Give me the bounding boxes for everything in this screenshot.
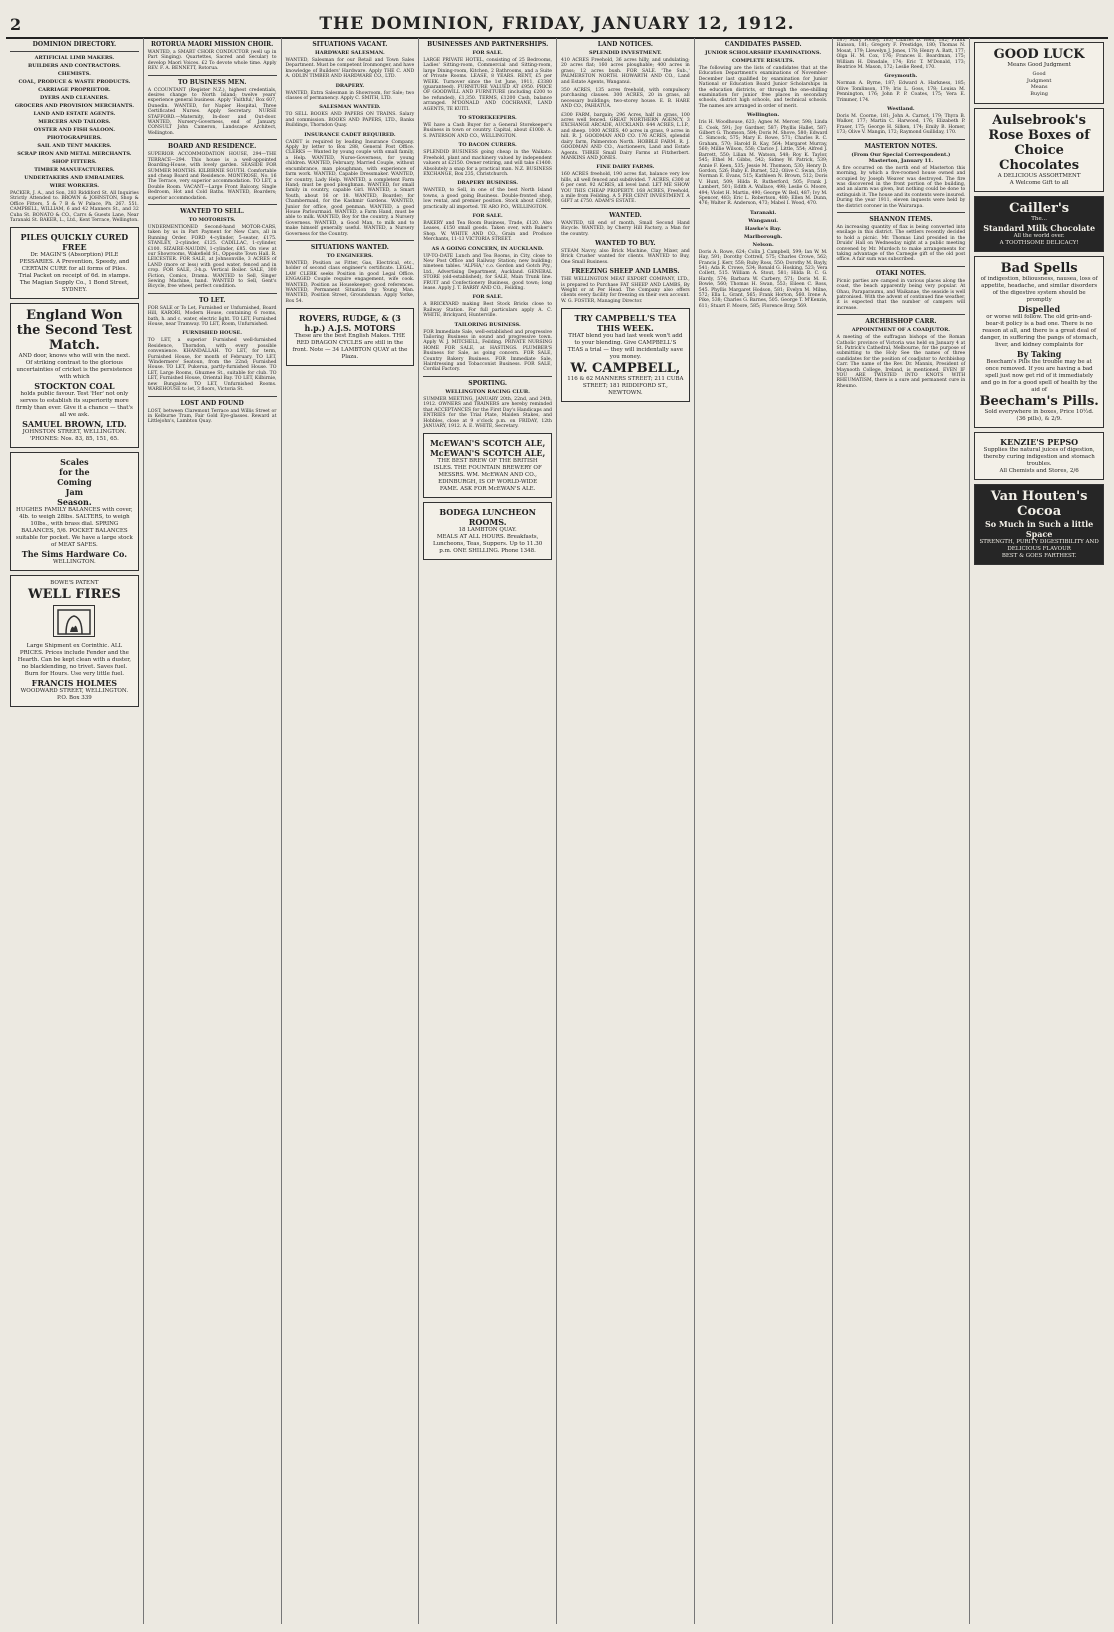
aulsebrook-ad — [974, 108, 1104, 192]
beecham-small-print: Sold everywhere in boxes, Price 10½d. (36 pills), & 2/9. — [984, 409, 1094, 422]
sub-heading: TAILORING BUSINESS. — [454, 321, 521, 328]
fireplace-icon — [53, 605, 95, 637]
section-heading: MASTERTON NOTES. — [864, 142, 938, 150]
article-text: £300 FARM, bargain; 296 Acres, half in grass, 100 acres well fenced. GREAT NORTHERN AGENCY, 3 EXCHANGE ARCADE, AUCKLAND. 644 ACRES, L.I.P., and sheep. 1000 ACRES, 40 acres in grass, 9 acres in hill. R. J. GOODMAN AND CO. 176 ACRES, splendid dairy farm, Palmerston North. HOBBLE FARM. R. J. GOODMAN AND CO., Auctioneers, Land and Estate Agents. THREE Small Dairy Farms at Fitzherbert. MANKINS AND JONES. — [561, 112, 690, 161]
van-houten-best: BEST & GOES FARTHEST. — [1001, 553, 1077, 559]
column-6 — [695, 38, 833, 1624]
region-heading: Wanganui. — [748, 217, 778, 224]
article-text: SPLENDID BUSINESS going cheap in the Waikato. Freehold, plant and machinery valued by independent valuers at £2150. Owner retiring, and will take £1400. Absolutely a snap for a practical man. N.Z. BUSINESS EXCHANGE, Box 235, Christchurch. — [423, 150, 552, 177]
cailler-world: All the world over. — [1013, 233, 1065, 239]
dir-section: BUILDERS AND CONTRACTORS. — [28, 63, 121, 69]
good-luck-word: Buying — [1030, 90, 1048, 97]
kenzie-small: All Chemists and Stores, 2/6 — [999, 468, 1079, 474]
section-heading: SITUATIONS VACANT. — [312, 41, 388, 48]
divider — [148, 204, 277, 205]
article-text: UNDERMENTIONED Second-hand MOTOR-CARS, taken by us in Part Payment for New Cars, all in Running Order. FORD 4-cylinder, 5-seater, £175. STANLEY, 2-cylinder, £125. CADILLAC, 1-cylinder, £100. SIZAIRE-NAUDIN, 1-cylinder, £85. On view at our Showrooms, Wakefield St., Opposite Town Hall. R. LEICESTER. FOR SALE, at Johnsonville, 3 ACRES of LAND (more or less) with good water, fenced and in crop. FOR SALE, 3-h.p. Vertical Boiler. SALE, 300 Fiction, Comics, Drama. WANTED to Sell, Singer Sewing Machine, hand. WANTED to Sell, Gent's Bicycle, free wheel, perfect condition. — [147, 224, 277, 290]
column-8 — [970, 38, 1108, 1624]
samuel-phones: 'PHONES: Nos. 83, 85, 151, 65. — [29, 436, 119, 443]
dir-section: CHEMISTS. — [57, 71, 91, 77]
divider — [561, 208, 690, 209]
dir-section: LAND AND ESTATE AGENTS. — [33, 111, 116, 117]
article-text: 410 ACRES Freehold, 36 acres hilly, and undulating; 20 acres flat; 160 acres ploughable; 400 acres in grass; 12 acres bush. FOR SALE. 'The Sub.,' PALMERSTON NORTH. HOWARTH AND CO., Land and Estate Agents, Wanganui. — [561, 58, 690, 85]
article-text: TO SELL BOOKS AND PAPERS ON TRAINS. Salary and commission. BOOKS AND PAPERS, LTD., Banks Buildings, Thorndon Quay. — [285, 112, 415, 129]
piles-ad — [10, 227, 139, 299]
dir-section: ARTIFICIAL LIMB MAKERS. — [34, 55, 115, 61]
article-text: 187; Mary Fooley, 183; Charles D. Reid, 182; Frank Hanson, 181; Gregory F. Prestidge, 180; Thomas N. Mosat, 179; Llewelyn J. Jones, 178; Henry A. Batt, 177; Olga H. M. Cox, 176; Frances E. Boardman, 175; William H. Dinsdale, 174; Eric T. M'Donald, 173; Beatrice M. Mason, 172; Leslie Reed, 170. — [836, 38, 966, 71]
dir-section: COAL, PRODUCE & WASTE PRODUCTS. — [18, 79, 131, 85]
sub-heading: FOR SALE. — [472, 294, 503, 301]
sub-heading: INSURANCE CADET REQUIRED. — [304, 131, 396, 138]
england-text: AND door, knows who will win the next. Of striking contrast to the glorious uncertainties of cricket is the persistence with which — [16, 353, 133, 381]
bodega-title: BODEGA LUNCHEON ROOMS. — [439, 507, 536, 528]
section-heading: BOARD AND RESIDENCE. — [168, 143, 257, 151]
sub-heading: APPOINTMENT OF A COADJUTOR. — [851, 327, 951, 334]
article-text: FOR Immediate Sale, well-established and progressive Tailoring Business in sound and progressive town. Apply W. J. MITCHELL, Feilding. PRIVATE NURSING HOME FOR SALE, at HASTINGS. PLUMBER'S Business for Sale, as going concern. FOR SALE, Country Bakery Business. FOR Immediate Sale, Hairdressing and Tobacconist Business. FOR SALE, Cordial Factory. — [423, 329, 552, 373]
region-heading: Westland. — [887, 106, 915, 113]
sub-heading: DRAPERY BUSINESS. — [457, 180, 519, 187]
sub-heading: JUNIOR SCHOLARSHIP EXAMINATIONS. — [705, 50, 822, 56]
van-houten-ad — [974, 484, 1104, 565]
section-heading: WANTED. — [609, 211, 642, 219]
masthead-title: THE DOMINION, FRIDAY, JANUARY 12, 1912. — [319, 14, 795, 34]
columns — [6, 38, 1108, 1624]
kenzie-pepso-ad — [974, 432, 1104, 480]
sims-hardware: The Sims Hardware Co. — [21, 549, 128, 560]
scales-line: for the — [59, 467, 90, 478]
kenzie-title: KENZIE'S PEPSO — [1000, 437, 1079, 447]
sub-heading: FINE DAIRY FARMS. — [596, 164, 655, 171]
cailler-the: The... — [1031, 216, 1047, 222]
beecham-text: Beecham's Pills the trouble may be at once removed. If you are having a bad spell just now get rid of it immediately and go in for a good spell of health by the aid of — [980, 359, 1098, 393]
divider — [837, 139, 966, 140]
dir-section: TIMBER MANUFACTURERS. — [34, 167, 115, 173]
section-heading: ROTORUA MAORI MISSION CHOIR. — [151, 41, 274, 48]
column-7 — [833, 38, 971, 1624]
article-text: A BRICKYARD making Best Stock Bricks close to Railway Station. For full particulars apply A. C. WHITE, Brickyard, Hunterville. — [423, 302, 552, 319]
good-luck-word: Good — [1032, 71, 1046, 77]
good-luck-word: Means — [1030, 84, 1048, 90]
holmes-po: P.O. Box 339 — [57, 694, 92, 701]
campbell-title: W. CAMPBELL, — [570, 361, 681, 377]
article-text: WANTED, to Sell, in one of the best North Island towns, a good going Business. Double-fronted shop, low rental, and premier position. Stock about £2800, practically all imported. TE ARO P.O., WELLINGTON. — [423, 188, 552, 210]
beecham-by-taking: By Taking — [1016, 349, 1062, 359]
sub-heading: TO STOREKEEPERS. — [458, 115, 517, 122]
good-luck-title: GOOD LUCK — [993, 47, 1085, 62]
divider — [837, 212, 966, 213]
sub-heading: (From Our Special Correspondent.) Masterton, January 11. — [851, 151, 951, 164]
beecham-ad — [974, 256, 1104, 428]
sub-heading: COMPLETE RESULTS. — [732, 58, 795, 64]
section-heading: TO BUSINESS MEN. — [177, 78, 247, 86]
sims-address: WELLINGTON. — [53, 559, 96, 566]
article-text: WE have a Cash Buyer for a General Storekeeper's Business in town or country. Capital, about £1000. A. S. PATERSON AND CO., WELLINGTON. — [423, 123, 552, 139]
piles-free: FREE — [62, 242, 87, 253]
sub-heading: TO ENGINEERS. — [326, 252, 374, 259]
article-text: The following are the lists of candidates that at the Education Department's examinations of November-December last qualified by examination for Junior National or Education Board Junior Scholarships in the education districts, or through the one-shilling examination for junior free places in secondary schools, district high schools, and technical schools. The names are arranged in order of merit. — [698, 66, 828, 109]
column-2 — [144, 38, 282, 1624]
van-houten-title: Van Houten's Cocoa — [990, 489, 1088, 519]
dir-section: SAIL AND TENT MAKERS. — [37, 143, 112, 149]
article-text: 350 ACRES, 135 acres freehold, with compulsory purchasing clauses. 300 ACRES, 20 in grass, all necessary buildings; two-storey house. E. B. HARE AND CO., PAHIATUA. — [561, 88, 690, 110]
dir-section: WIRE WORKERS. — [49, 183, 100, 189]
kenzie-text: Supplies the natural juices of digestion, thereby curing indigestion and stomach troubles. — [983, 447, 1095, 467]
scales-line: Scales — [60, 457, 89, 468]
holmes-address: WOODWARD STREET, WELLINGTON. — [20, 687, 129, 694]
article-text: WANTED, Salesman for our Retail and Town Sales Department. Must be competent Ironmonger, and have knowledge of Builders' Hardware. Apply THE C. AND A. ODLIN TIMBER AND HARDWARE CO., LTD. — [285, 58, 415, 80]
scales-ad — [10, 452, 139, 571]
good-luck-word: Judgment — [1026, 77, 1052, 84]
region-heading: Taranaki. — [749, 209, 777, 216]
bodega-address: 18 LAMBTON QUAY. — [458, 527, 517, 534]
section-heading: SPORTING. — [468, 379, 507, 387]
column-3 — [282, 38, 420, 1624]
section-heading: TO LET. — [198, 296, 226, 304]
dir-section: PHOTOGRAPHERS. — [46, 135, 102, 141]
article-text: WANTED, till end of month, Small Second Hand Bicycle. WANTED, by Cherry Hill Factory, a Man for the country. — [561, 220, 690, 237]
section-heading: WANTED TO SELL. — [180, 207, 245, 215]
england-headline: England Won the Second Test Match. — [16, 308, 133, 354]
sub-heading: HARDWARE SALESMAN. — [314, 50, 385, 56]
aulsebrook-sub: A DELICIOUS ASSORTMENT — [997, 173, 1081, 179]
sub-heading: WELLINGTON RACING CLUB. — [445, 388, 530, 395]
article-text: 160 ACRES freehold, 190 acres flat, balance very low hills, all well fenced and subdivided. 7 ACRES, £300 at 6 per cent. 92 ACRES, all level land. LET ME SHOW YOU THIS CHEAP PROPERTY. 168 ACRES, Freehold, a mile from Feilding. A 5 PER CENT INVESTMENT. A GIFT at £750. ADAM'S ESTATE. — [561, 172, 690, 205]
sub-heading: FURNISHED HOUSE. — [182, 330, 243, 337]
article-text: Doris M. Coorne, 181; John A. Carnot, 179; Thyra B. Walker, 177; Martin C. Harwood, 176; Elizabeth P. Fraser, 175; George H. Silken, 174; Emily B. Homer, 173; Olive V. Mangin, 172; Raymond Guilliday, 170. — [836, 114, 966, 136]
aulsebrook-sub2: A Welcome Gift to all — [1009, 180, 1069, 186]
article-text: LOST, between Claremont Terrace and Willis Street or in Kelburne Tram, Fair Gold Eye-glasses. Reward at Littlejohn's, Lambton Quay. — [147, 408, 277, 425]
cailler-title: Cailler's — [1009, 201, 1070, 216]
section-heading: ARCHBISHOP CARR. — [865, 318, 937, 326]
stockton-coal-ad — [10, 303, 139, 448]
dir-section: OYSTER AND FISH SALOON. — [33, 127, 115, 133]
article-text: CADET is required by leading Insurance Company. Apply by letter to Box 288, General Post Office. CLERKS — Wanted by young couple with small family, a Help. WANTED, Nurse-Governess, for young children. WANTED, February, Married Couple, without encumbrance, man ploughman, with experience of farm work. WANTED, Capable Dressmaker. WANTED, for country, Lady Help. WANTED, a completent Farm Hand; must be good ploughman. WANTED, for small family in country, capable Girl. WANTED, a Smart Youth, about 16 or 18. WANTED, Boarder; for Chambermaid, for the Kashmir Gardens. WANTED, Junior for office, good penman. WANTED, a good House Parlourmaid. WANTED, a Farm Hand, must be able to milk. WANTED, Boy for the country, a Nursery Governess. WANTED, a Good Man, to milk and to make himself generally useful. WANTED, a Nursery Governess for the Country. — [285, 139, 415, 237]
article-text: Iris H. Woodhouse, 623; Agnes M. Mercer, 598; Linda E. Cook, 591; Joy Gardner, 587; Phyllis Hallet, 587; Gilbert G. Thomson, 584; Doris M. Shove, 580; Edward C. Simcock, 575; Mary E. Rowe, 571; Charles R. C. Graham, 570; Harold B. Kay, 564; Margaret Murray, 560; Millie Wilson, 558; Clarice J. Little, 554; Alfred J. Barrett, 550; Lilian M. Watson, 548; Roy K. Taylor, 545; Ethel M. Gibbs, 542; Sidney W. Patrick, 539; Annie F. Keen, 535; Jessie M. Thomson, 530; Henry D. Gordon, 526; Ruby E. Burnet, 522; Olive C. Swan, 519; Norman E. Evans, 515; Kathleen N. Brown, 512; Doris V. Hunt, 509; Hilda R. Rutherford, 505; Frank J. Lambert, 501; Edith A. Wallace, 498; Leslie G. Moore, 494; Violet H. Martin, 490; George W. Bell, 487; Ivy M. Spencer, 483; Eric L. Robertson, 480; Ellen M. Dunn, 476; Walter R. Anderson, 473; Mabel I. Wood, 470. — [698, 120, 828, 207]
page-number: 2 — [10, 15, 22, 34]
mcewan-ad — [423, 433, 552, 498]
motors-ad — [286, 308, 415, 366]
divider — [286, 240, 415, 241]
good-luck-ad — [974, 42, 1104, 104]
article-text: WANTED, a SMART CHOIR CONDUCTOR (well up in Part Singing). Quartettes, Sacred and Secular) to develop Maori Voices. £2 To devote whole time. Apply REV. F. A. BENNETT, Rotorua. — [147, 50, 277, 72]
dir-section: GROCERS AND PROVISION MERCHANTS. — [14, 103, 134, 109]
sub-heading: FOR SALE. — [472, 50, 503, 56]
sub-heading: DRAPERY. — [335, 82, 365, 89]
beecham-text: or worse will follow. The old grin-and-bear-it policy is a bad one. There is no reason at all, and there is a great deal of danger, in suffering the pangs of stomach, liver, and kidney complaints for — [980, 314, 1099, 348]
piles-headline: PILES QUICKLY CURED — [20, 232, 129, 243]
article-text: Norman A. Byrne, 187; Edward A. Harkness, 185; Olive Tomlinson, 179; Iris L. Goss, 178; Louisa M. Pennington, 176; John P. P. Coates, 175; Vera E. Trimmer, 174. — [836, 81, 966, 103]
tea-headline: TRY CAMPBELL'S TEA THIS WEEK. — [574, 313, 677, 334]
rovers-title: ROVERS, RUDGE, & (3 h.p.) A.J.S. MOTORS — [298, 313, 401, 334]
section-heading: OTAKI NOTES. — [875, 269, 926, 277]
article-text: FOR SALE or To Let, Furnished or Unfurnished, Board Hill, KARORI, Modern House, containing 6 rooms, bath, h. and c. water, electric light. TO LET, Furnished House, near Tramway. TO LET, Room, Unfurnished. — [147, 305, 277, 328]
column-1 — [6, 38, 144, 1624]
dir-section: DYERS AND CLEANERS. — [40, 95, 109, 101]
beecham-pills: Beecham's Pills. — [979, 394, 1099, 409]
divider — [423, 376, 552, 377]
sub-heading: FOR SALE. — [472, 212, 503, 219]
scales-line: Season. — [57, 497, 92, 508]
divider — [148, 293, 277, 294]
article-text: WANTED, Extra Salesman in Showroom, for Sale; two classes of permanency. Apply C. SMITH, LTD. — [285, 90, 415, 102]
aulsebrook-title: Aulsebrook's Rose Boxes of Choice Chocolates — [988, 113, 1090, 173]
article-text: TO LET, a superior Furnished well-furnished Residence, Thorndon, with every possible convenience. KHANDALLAH. TO LET, for term, Furnished House, for month of February. TO LET, 'Windermere' Seatoun, from the 22nd; Furnished House. TO LET, Pukerua, partly-furnished House. TO LET, Large Rooms, Ghuznee St., suitable for club. TO LET, Furnished House, Oriental Bay. TO LET, Kilbirnie, new Bungalow. TO LET, Unfurnished Rooms. WAREHOUSE to let, 3 floors, Victoria St. — [147, 338, 277, 393]
well-fires-text: Large Shipment ex Corinthic. ALL PRICES. Prices include Fender and the Hearth. Can be kept clean with a duster, no blacklending, no trivet. Saves fuel. Burn for Hours. Use very little fuel. — [17, 642, 132, 677]
article-text: SUPERIOR ACCOMMODATION HOUSE, 294—THE TERRACE—294. This house is a well-appointed Boarding-House, with lovely garden. SEASIDE FOR SUMMER MONTHS. KILBIRNIE SOUTH. Comfortable and cheap Board and Residence. MONTROSE, No. 16 The Terrace, very superior accommodation. TO LET, a Double Room. VACANT—Large Front Balcony, Single Bedroom, Hot and Cold Baths. WANTED, Boarders; superior accommodation. — [147, 152, 277, 201]
cailler-milk: Standard Milk Chocolate — [983, 223, 1096, 233]
article-text: A meeting of the suffragan bishops of the Roman Catholic province of Victoria was held on January 4 at St. Patrick's Cathedral, Melbourne, for the purpose of submitting to the Holy See the names of three candidates for the position of coadjutor to Archbishop Carr. The name of the Rev. Dr. Mannix, President of Maynooth College, Ireland, is mentioned. EVEN IF YOU ARE TWISTED INTO KNOTS WITH RHEUMATISM, there is a sure and permanent cure in Rheumo. — [836, 335, 966, 389]
beecham-dispelled: Dispelled — [1018, 304, 1061, 314]
article-text: Picnic parties are camped in various places along the coast, the beach apparently being very popular. At Ohau, Paraparaumu, and Waikanae, the seaside is well patronised. With the advent of continued fine weather, it is expected that the number of campers will increase. — [836, 278, 966, 311]
scales-text: HUGHES FAMILY BALANCES with cover, 4lb. to weigh 28lbs. SALTERS, to weigh 10lbs., with brass dial. SPRING BALANCES, 5/6. POCKET BALANCES suitable for pocket. We have a large stock of MEAT SAFES. — [15, 507, 133, 549]
good-luck-sub: Means Good Judgment — [1007, 62, 1071, 68]
bowe-patent: BOWE'S PATENT — [50, 580, 99, 587]
article-text: THE WELLINGTON MEAT EXPORT COMPANY, LTD., is prepared to Purchase FAT SHEEP AND LAMBS, By Weight or at Per Head. The Company also offers clients every facility for freezing on their own account. W. G. FOSTER, Managing Director. — [561, 277, 690, 304]
beecham-headline: Bad Spells — [1000, 261, 1078, 276]
article-text: BAKERY and Tea Room Business, Trade, £120. Also Leases, £150 small goods. Taken over, with Baker's Shop. W. WHITE AND CO., Grain and Produce Merchants, 11-13 VICTORIA STREET. — [423, 220, 552, 243]
section-heading: LAND NOTICES. — [597, 41, 653, 48]
article-text: Doris A. Rowe, 624; Colin J. Campbell, 599; Ian W. M. Hay, 591; Dorothy Cottrell, 575; Charles Crowe, 562; Francis J. Kerr, 558; Ruby Ross, 550; Dorothy M. Bayly, 541; Ada R. Crowe, 534; Ronald G. Hosking, 523; Vera Collett, 515. William A. Stout, 581; Hilda B. C. G. Hardy, 574; Barbara W. Carbery, 571; Doris M. E. Bowie, 560; Thomas H. Swan, 553; Eileen C. Ross, 545. Phyllis Margaret Hodson, 581; Evelyn M. Milne, 572; Ella L. Grant, 565; Frank Horton, 560. Irene A. Pike, 538; Charles G. Barnes, 505. George T. M'Kenzie, 611; Stuart F. Moore, 585; Florence Bray, 569. — [698, 249, 828, 309]
divider — [148, 139, 277, 140]
region-heading: Wellington. — [747, 112, 780, 119]
region-heading: Greymouth. — [884, 73, 918, 80]
samuel-address: JOHNSTON STREET, WELLINGTON. — [22, 429, 127, 436]
well-fires-title: WELL FIRES — [28, 587, 121, 603]
article-text: A CCOUNTANT (Register N.Z.), highest credentials, desires change to North Island; twelve years' experience general business. Apply 'Faithful,' Box 607, Dunedin. WANTED, for Napier Hospital, Three Certificated Nurses. Apply Secretary. NURSE STAFFORD.—Maternity, In-door and Out-door. WANTED, Nursery-Governess, end of January. CONSULT John Cameron, Landscape Architect, Wellington. — [147, 87, 277, 136]
article-text: STEAM Navvy, also Brick Machine, Clay Mixer, and Brick Crusher wanted for clients. WANTED to Buy, One Small Business. — [561, 248, 690, 265]
bodega-text: MEALS AT ALL HOURS. Breakfasts, Luncheons, Teas, Suppers. Up to 11.30 p.m. ONE SHILLING. Phone 1348. — [432, 534, 543, 555]
article-text: A fire occurred on the north end of Masterton this morning, by which a five-roomed house owned and occupied by Joseph Weaver was destroyed. The fire was discovered in the front portion of the building, and an alarm was given, but nothing could be done to extinguish it. The house and its contents were insured. During the year 1911, eleven inquests were held by the district coroner in the Wairarapa. — [836, 165, 966, 209]
section-heading: BUSINESSES AND PARTNERSHIPS. — [427, 41, 549, 48]
scales-line: Jam — [65, 487, 84, 498]
article-text: SUMMER MEETING, JANUARY 20th, 22nd, and 24th, 1912. OWNERS and TRAINERS are hereby reminded that ACCEPTANCES for the First Day's Handicaps and ENTRIES for the Trial Plate, Maiden Stakes, and Hobbles, close at 9 o'clock p.m. on FRIDAY, 12th JANUARY, 1912. A. E. WHITE, Secretary. — [423, 396, 552, 429]
article-text: WANTED, Position as Fitter, Gas, Electrical, etc., holder of second class engineer's certificate. LEGAL. LAW CLERK seeks Position in good Legal Office. ENGAGED Couple require engagement, wife cook. WANTED, Position as Housekeeper; good references. WANTED, Permanent Situation by Young Man. WANTED, Position Street, Groundsman. Apply Yorke, Box 54. — [285, 260, 415, 304]
dir-section: MERCERS AND TAILORS. — [38, 119, 111, 125]
scales-line: Coming — [57, 477, 92, 488]
section-heading: LOST AND FOUND — [180, 399, 244, 407]
cailler-ad — [974, 196, 1104, 252]
beecham-text: of indigestion, biliousness, nausea, loss of appetite, headache, and similar disorders of the digestive system should be promptly — [980, 276, 1098, 303]
stockton-text: holds public favour. Test 'Her' not only serves to establish its superiority more firmly than ever. Give it a chance — that's all we ask. — [15, 391, 133, 419]
cailler-tag: A TOOTHSOME DELICACY! — [999, 240, 1079, 246]
samuel-brown: SAMUEL BROWN, LTD. — [22, 419, 127, 430]
divider — [837, 266, 966, 267]
article-text: LARGE PRIVATE HOTEL, consisting of 25 Bedrooms, Ladies' Sitting-room, Commercial and Sitting-room, large Dining-room, Kitchen, 2 Bathrooms, and a Suite of Private Rooms. LEASE, 8 YEARS. RENT, £5 per WEEK. Turnover since the 1st June, 1911, £3380 (guaranteed). FURNITURE VALUED AT £950. PRICE OF GOODWILL AND FURNITURE (including £200 to be refunded), £1,350. TERMS, £1200 Cash, balance arranged. M'DONALD AND COCHRANE, LAND AGENTS, TE KUITI. — [423, 58, 552, 112]
mcewan-text: THE BEST BREW OF THE BRITISH ISLES. THE FOUNTAIN BREWERY OF MESSRS. WM. McEWAN AND CO., EDINBURGH, IS OF WORLD-WIDE FAME. ASK FOR McEWAN'S ALE. — [433, 458, 542, 493]
dir-section: CARRIAGE PROPRIETOR. — [38, 87, 111, 93]
region-heading: Marlborough. — [743, 233, 783, 240]
directory-heading: DOMINION DIRECTORY. — [32, 41, 117, 48]
van-houten-so-much: So Much in Such a little Space — [984, 519, 1094, 539]
region-heading: Nelson. — [752, 241, 774, 248]
section-heading: SITUATIONS WANTED. — [310, 243, 389, 251]
column-4 — [419, 38, 557, 1624]
tea-text: THAT blend you had last week won't add to your blending. Give CAMPBELL'S TEAS a trial — they will incidentally save you money. — [567, 333, 683, 361]
sub-heading: TO MOTORISTS. — [188, 216, 236, 223]
sub-heading: SALESMAN WANTED. — [319, 104, 381, 111]
region-heading: Hawke's Bay. — [744, 225, 782, 232]
dir-section: SCRAP IRON AND METAL MERCHANTS. — [17, 151, 132, 157]
stockton-title: STOCKTON COAL — [34, 381, 115, 392]
francis-holmes: FRANCIS HOLMES — [31, 677, 118, 688]
well-fires-ad — [10, 575, 139, 706]
directory-text: PACKER, J. A., and Son, 283 Riddiford St. All Inquiries Strictly Attended to. BROWN & JOHNSTON, Shop & Office Fitters, 5 & 7 B & W Palace, Ph. 267. 551. CAMPBELL, WILLIAM, 6 and 42 Manners St., and 32 Cuba St. BONATO & CO., Carrs & Guests Lane, Near Taranaki St. BAKER, L., Ltd., Kent Terrace, Wellington. — [10, 191, 139, 224]
section-heading: FREEZING SHEEP AND LAMBS. — [571, 268, 680, 276]
divider — [148, 396, 277, 397]
article-text: UP-TO-DATE Lunch and Tea Rooms, in City, close to New Post Office and Railway Station; new building; nineteen tables. 'ALPHA,' c.o. Gordon and Gotch Pty., Ltd., Advertising Department, Auckland. GENERAL STORE (old-established), for SALE, Main Trunk line. FRUIT and Confectionery Business, good town; long lease. Apply J. T. BARRY AND CO., Feilding. — [423, 253, 552, 291]
sub-heading: SPLENDID INVESTMENT. — [589, 50, 662, 56]
piles-text: Dr. MAGIN'S (Absorption) PILE PESSARIES. A Prevention, Speedy, and CERTAIN CURE for all forms of Piles. Trial Packet on receipt of 6d. in stamps. The Magian Supply Co., 1 Bond Street, SYDNEY. — [18, 252, 131, 294]
dir-section: SHOP FITTERS. — [52, 159, 97, 165]
dir-section: UNDERTAKERS AND EMBALMERS. — [24, 175, 125, 181]
sub-heading: TO BACON CURERS. — [458, 142, 517, 149]
section-heading: CANDIDATES PASSED. — [724, 41, 802, 48]
campbell-tea-ad — [561, 308, 690, 402]
bodega-ad — [423, 502, 552, 560]
section-heading: WANTED TO BUY. — [595, 239, 656, 247]
good-luck-horseshoe — [979, 71, 1099, 97]
rovers-text: These are the best English Makes. THE RED DRAGON CYCLES are still in the front. Note — 34 LAMBTON QUAY at the Plaza. — [292, 333, 408, 361]
divider — [148, 75, 277, 76]
mcewan-title: McEWAN'S SCOTCH ALE, McEWAN'S SCOTCH ALE, — [429, 438, 546, 459]
divider — [10, 51, 139, 52]
divider — [837, 314, 966, 315]
sub-heading: AS A GOING CONCERN, IN AUCKLAND. — [431, 245, 544, 252]
campbell-address: 116 & 62 MANNERS STREET; 211 CUBA STREET; 181 RIDDIFORD ST., NEWTOWN. — [567, 376, 684, 397]
masthead — [6, 4, 1108, 39]
section-heading: SHANNON ITEMS. — [869, 215, 933, 223]
article-text: An increasing quantity of flax is being converted into ensilage in this district. The settlers recently decided to hold a picnic. Mr. Thomas Lind presided in the Druids' Hall on Wednesday night at a public meeting convened by Mr. Murdoch to make arrangements for taking advantage of the Carnegie gift of the old post office. A fair sum was subscribed. — [836, 224, 966, 263]
column-5 — [557, 38, 695, 1624]
van-houten-tag: STRENGTH, PURITY DIGESTIBILITY AND DELICIOUS FLAVOUR — [979, 539, 1099, 552]
